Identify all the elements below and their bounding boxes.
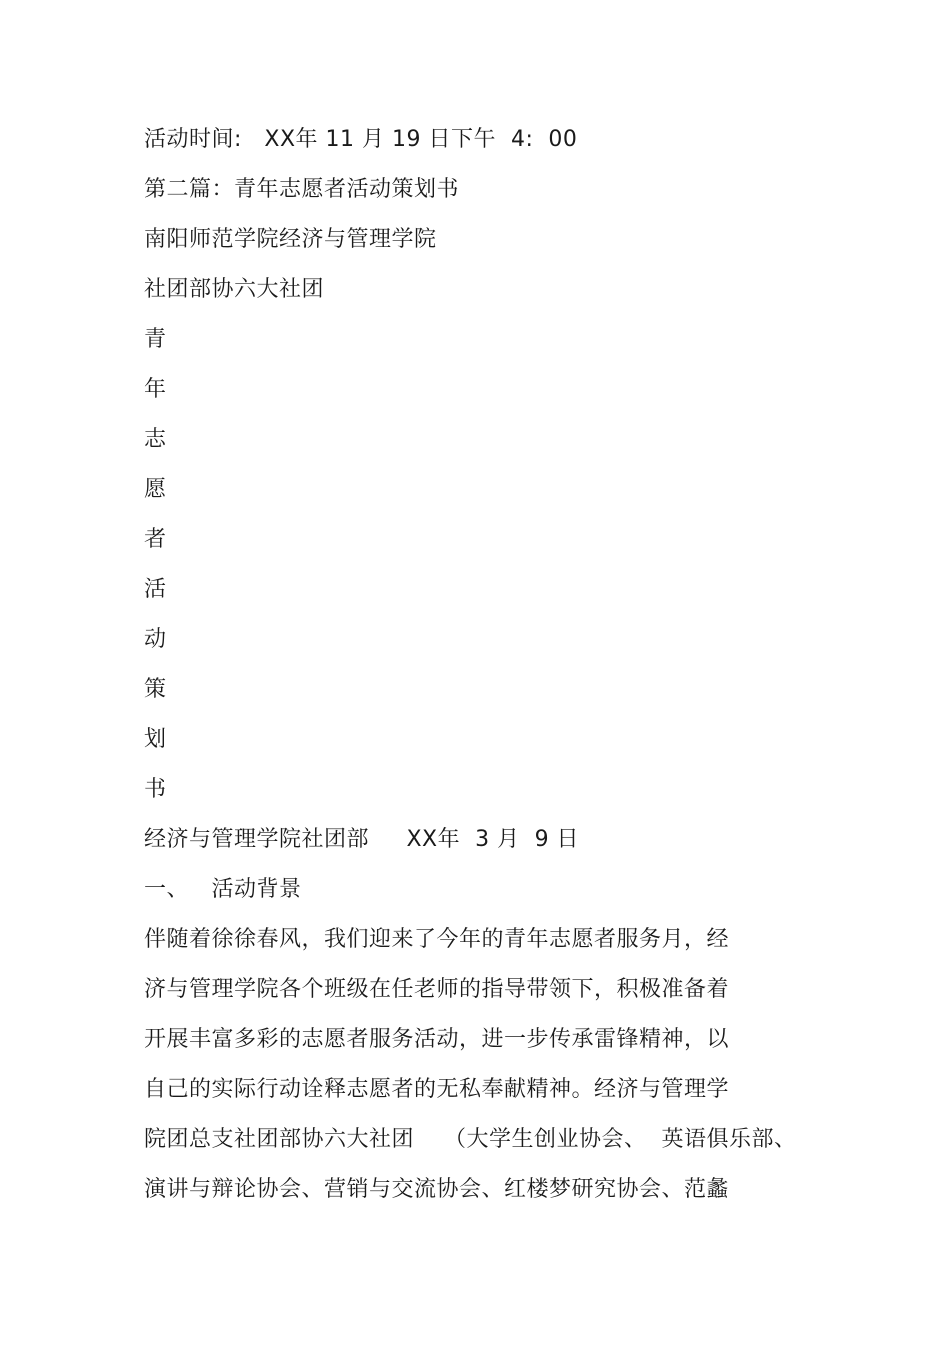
vertical-title-char: 活 bbox=[144, 577, 167, 602]
vertical-title-char: 策 bbox=[144, 677, 167, 702]
vertical-title-char: 年 bbox=[144, 377, 167, 402]
vertical-title-char: 青 bbox=[144, 327, 167, 352]
paragraph-line: 演讲与辩论协会、营销与交流协会、红楼梦研究协会、范蠡 bbox=[144, 1177, 730, 1202]
paragraph-line: 院团总支社团部协六大社团 （大学生创业协会、 英语俱乐部、 bbox=[144, 1127, 797, 1152]
vertical-title-char: 书 bbox=[144, 777, 167, 802]
vertical-title-char: 动 bbox=[144, 627, 167, 652]
vertical-title-char: 愿 bbox=[144, 477, 167, 502]
vertical-title-char: 志 bbox=[144, 427, 167, 452]
section-heading: 一、 活动背景 bbox=[144, 877, 302, 902]
author-date-line: 经济与管理学院社团部 XX年 3 月 9 日 bbox=[144, 827, 580, 852]
paragraph-line: 济与管理学院各个班级在任老师的指导带领下，积极准备着 bbox=[144, 977, 730, 1002]
paragraph-line: 自己的实际行动诠释志愿者的无私奉献精神。经济与管理学 bbox=[144, 1077, 730, 1102]
college-name: 南阳师范学院经济与管理学院 bbox=[144, 227, 437, 252]
paragraph-line: 伴随着徐徐春风，我们迎来了今年的青年志愿者服务月，经 bbox=[144, 927, 730, 952]
department-name: 社团部协六大社团 bbox=[144, 277, 325, 302]
vertical-title-char: 者 bbox=[144, 527, 167, 552]
chapter-title: 第二篇：青年志愿者活动策划书 bbox=[144, 177, 460, 202]
vertical-title-char: 划 bbox=[144, 727, 167, 752]
paragraph-line: 开展丰富多彩的志愿者服务活动，进一步传承雷锋精神，以 bbox=[144, 1027, 730, 1052]
activity-time-line: 活动时间: XX年 11 月 19 日下午 4: 00 bbox=[144, 127, 578, 152]
